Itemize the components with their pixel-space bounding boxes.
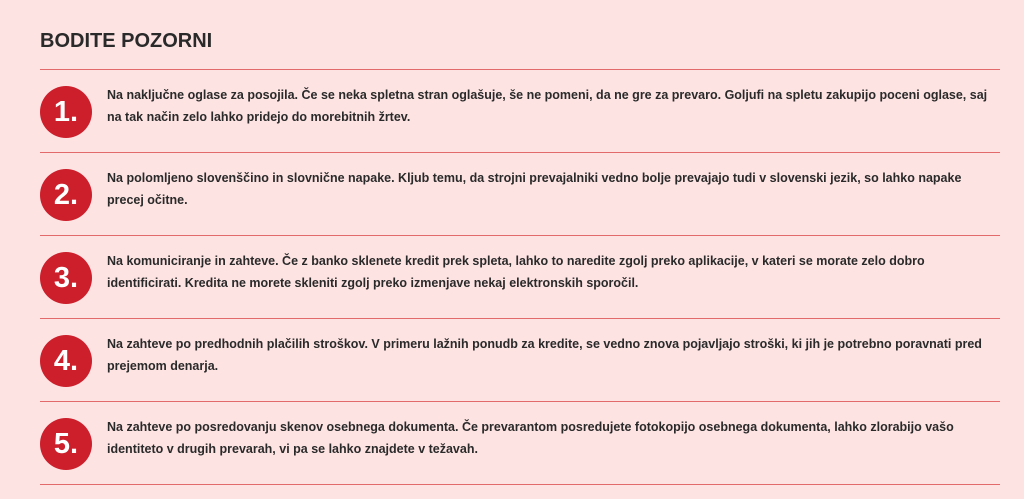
warning-list <box>40 69 1000 485</box>
item-text: Na polomljeno slovenščino in slovnične napake. Kljub temu, da strojni prevajalniki vedno bolje prevajajo tudi v slovenski jezik, so lahko napake precej očitne. <box>107 171 962 207</box>
number-badge: 5. <box>40 418 92 470</box>
number-badge: 1. <box>40 86 92 138</box>
number-badge: 3. <box>40 252 92 304</box>
list-item <box>40 236 1000 319</box>
list-item <box>40 153 1000 236</box>
number-badge: 2. <box>40 169 92 221</box>
item-text: Na komuniciranje in zahteve. Če z banko sklenete kredit prek spleta, lahko to naredite zgolj preko aplikacije, v kateri se morate zelo dobro identificirati. Kredita ne morete skleniti zgolj preko izmenjave nekaj elektronskih sporočil. <box>107 254 925 290</box>
number-badge: 4. <box>40 335 92 387</box>
item-text: Na zahteve po predhodnih plačilih stroškov. V primeru lažnih ponudb za kredite, se vedno znova pojavljajo stroški, ki jih je potrebno poravnati pred prejemom denarja. <box>107 337 982 373</box>
page-title: BODITE POZORNI <box>40 30 213 52</box>
list-item <box>40 319 1000 402</box>
list-item <box>40 70 1000 153</box>
item-text: Na zahteve po posredovanju skenov osebnega dokumenta. Če prevarantom posredujete fotokopijo osebnega dokumenta, lahko zlorabijo vašo identiteto v drugih prevarah, vi pa se lahko znajdete v težavah. <box>107 420 954 456</box>
item-text: Na naključne oglase za posojila. Če se neka spletna stran oglašuje, še ne pomeni, da ne gre za prevaro. Goljufi na spletu zakupijo poceni oglase, saj na tak način zelo lahko pridejo do morebitnih žrtev. <box>107 88 988 124</box>
list-item <box>40 402 1000 485</box>
